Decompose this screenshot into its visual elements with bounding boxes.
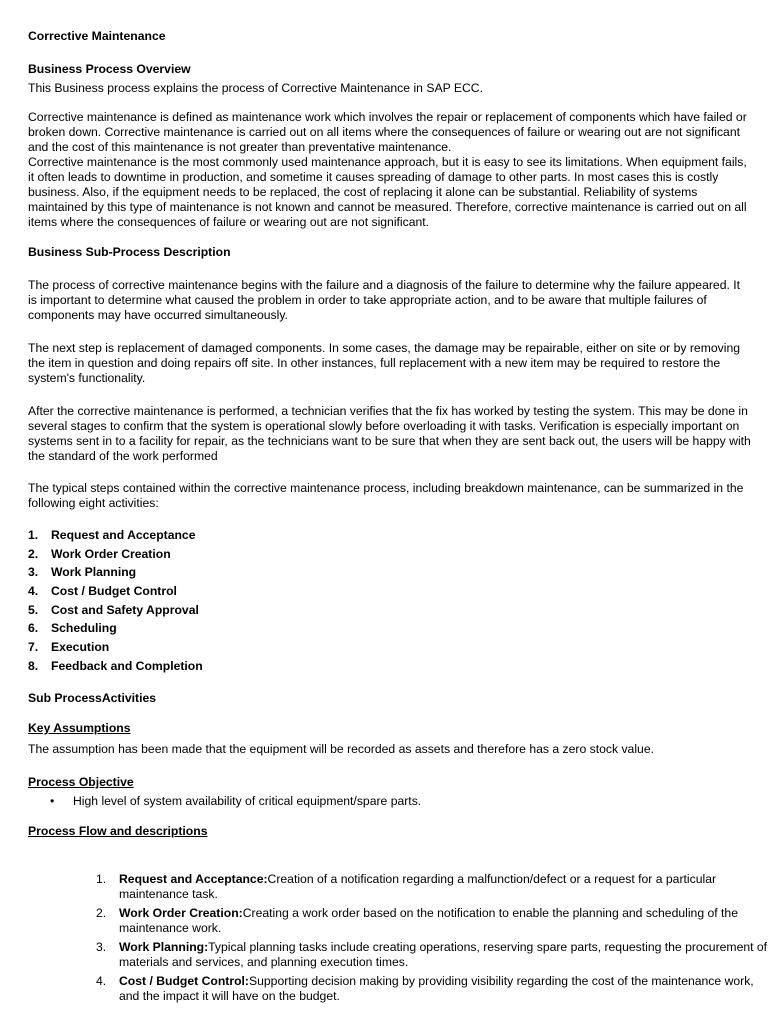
list-item: 3. Work Planning:Typical planning tasks include creating operations, reserving spare parts, requesting the procurement of materials and services, and planning execution times. [96, 940, 768, 969]
key-assumptions-text: The assumption has been made that the equipment will be recorded as assets and therefore has a zero stock value. [28, 742, 654, 756]
list-item: 4. Cost / Budget Control [28, 584, 177, 599]
process-objective-heading: Process Objective [28, 775, 134, 789]
subprocess-paragraph-3: After the corrective maintenance is performed, a technician verifies that the fix has worked by testing the system. This may be done in several stages to confirm that the system is operational slowly before overloading it with tasks. Verification is especially important on systems sent in to a facility for repair, as the technicians want to be sure that when they are sent back out, the users will be happy with the standard of the work performed [28, 404, 751, 463]
list-item: 2. Work Order Creation [28, 546, 171, 561]
overview-intro: This Business process explains the process of Corrective Maintenance in SAP ECC. [28, 81, 483, 95]
subprocess-paragraph-2: The next step is replacement of damaged components. In some cases, the damage may be repairable, either on site or by removing the item in question and doing repairs off site. In other instances, full replacement with a new item may be required to restore the system's functionality. [28, 341, 740, 385]
list-item: 1. Request and Acceptance [28, 528, 196, 542]
list-item: 8. Feedback and Completion [28, 658, 203, 673]
document-title: Corrective Maintenance [28, 29, 166, 43]
list-item: 4. Cost / Budget Control:Supporting decision making by providing visibility regarding the cost of the maintenance work, and the impact it will have on the budget. [96, 974, 754, 1003]
subprocess-paragraph-1: The process of corrective maintenance begins with the failure and a diagnosis of the failure to determine why the failure appeared. It is important to determine what caused the problem in order to take appropriate action, and to be aware that multiple failures of components may have occurred simultaneously. [28, 278, 741, 322]
overview-paragraph-1: Corrective maintenance is defined as maintenance work which involves the repair or replacement of components which have failed or broken down. Corrective maintenance is carried out on all items where the consequences of failure or wearing out are not significant and the cost of this maintenance is not greater than preventative maintenance. [28, 110, 747, 154]
process-flow-heading: Process Flow and descriptions [28, 824, 208, 838]
bullet-icon: • [50, 794, 55, 808]
list-item: 2. Work Order Creation:Creating a work order based on the notification to enable the planning and scheduling of the maintenance work. [96, 906, 738, 935]
process-flow-list [96, 872, 768, 1008]
list-item: 3. Work Planning [28, 565, 137, 580]
list-item: 1. Request and Acceptance:Creation of a notification regarding a malfunction/defect or a request for a particular maintenance task. [96, 872, 717, 901]
subprocess-heading: Business Sub-Process Description [28, 245, 231, 259]
list-item: 7. Execution [28, 640, 110, 655]
sub-activities-heading: Sub ProcessActivities [28, 691, 157, 705]
activity-steps-list [28, 528, 428, 678]
subprocess-paragraph-4: The typical steps contained within the corrective maintenance process, including breakdown maintenance, can be summarized in the following eight activities: [28, 481, 744, 510]
list-item: 5. Cost and Safety Approval [28, 602, 199, 617]
objective-bullet: • High level of system availability of critical equipment/spare parts. [50, 794, 422, 808]
overview-heading: Business Process Overview [28, 62, 191, 76]
overview-paragraph-2: Corrective maintenance is the most commonly used maintenance approach, but it is easy to see its limitations. When equipment fails, it often leads to downtime in production, and sometime it causes spreading of damage to other parts. In most cases this is costly business. Also, if the equipment needs to be replaced, the cost of replacing it alone can be substantial. Reliability of systems maintained by this type of maintenance is not known and cannot be measured. Therefore, corrective maintenance is carried out on all items where the consequences of failure or wearing out are not significant. [28, 155, 747, 229]
list-item: 6. Scheduling [28, 621, 117, 636]
key-assumptions-heading: Key Assumptions [28, 721, 131, 735]
